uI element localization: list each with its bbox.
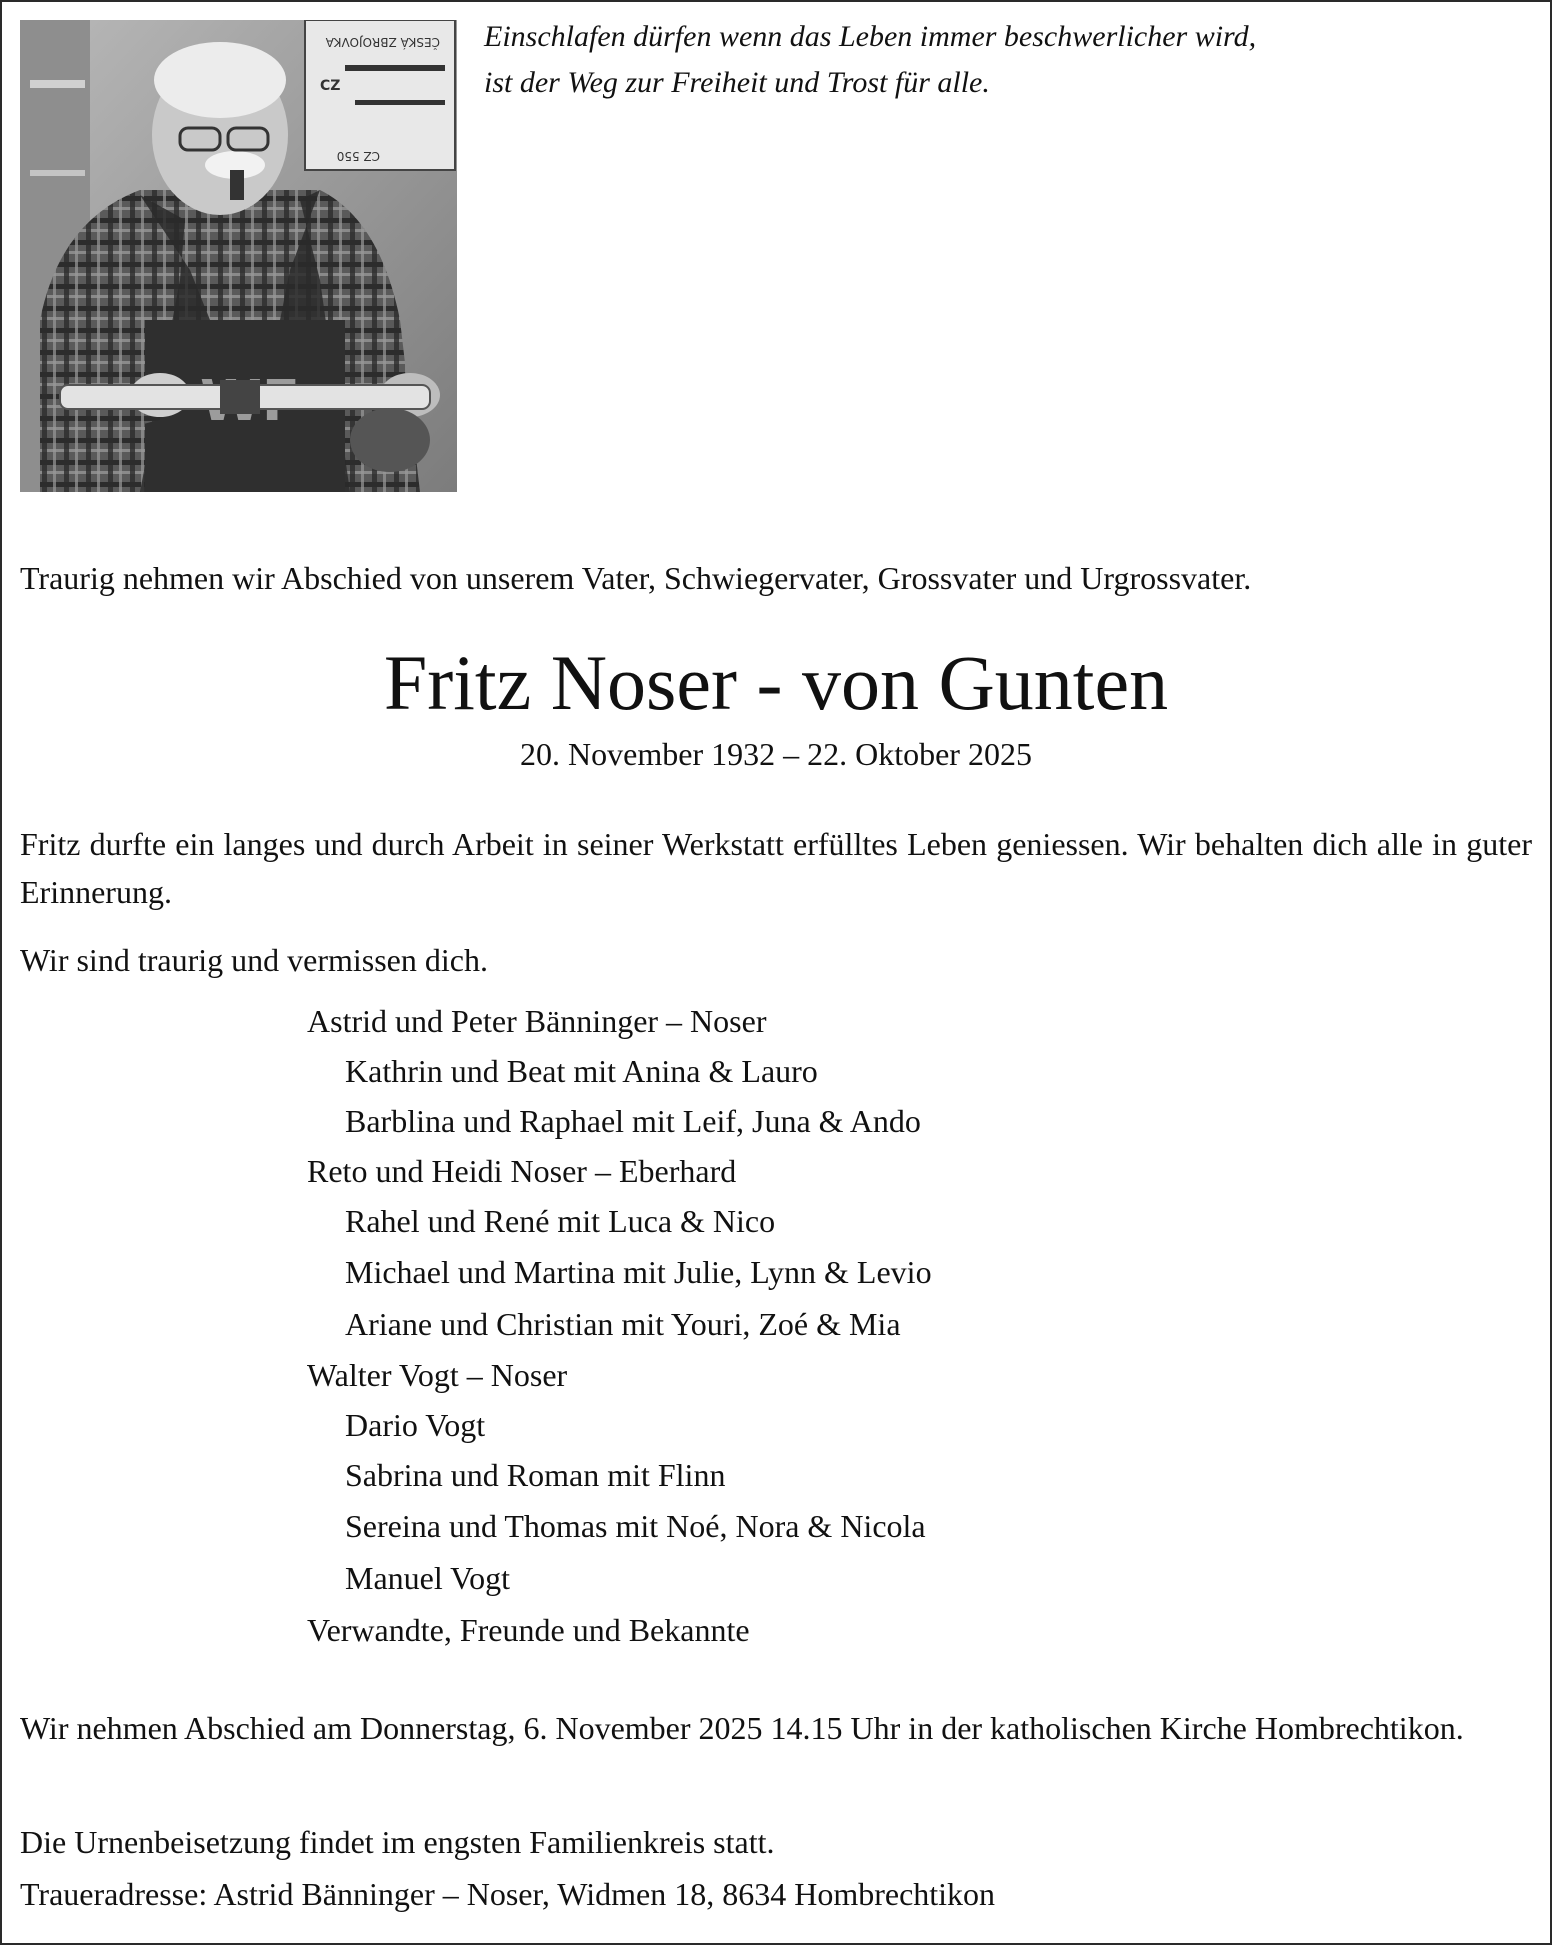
mourning-address: Traueradresse: Astrid Bänninger – Noser, Widmen 18, 8634 Hombrechtikon	[20, 1876, 996, 1912]
family-member: Sereina und Thomas mit Noé, Nora & Nicola	[345, 1508, 926, 1544]
family-member: Walter Vogt – Noser	[307, 1357, 568, 1393]
motto-line-1: Einschlafen dürfen wenn das Leben immer beschwerlicher wird,	[484, 20, 1257, 53]
mourning-line: Wir sind traurig und vermissen dich.	[20, 942, 488, 978]
family-member: Manuel Vogt	[345, 1560, 511, 1596]
family-member: Astrid und Peter Bänninger – Noser	[307, 1003, 767, 1039]
tribute-paragraph: Fritz durfte ein langes und durch Arbeit in seiner Werkstatt erfülltes Leben geniessen. Wir behalten dich alle in guter Erinnerung.	[20, 826, 1532, 910]
family-member: Barblina und Raphael mit Leif, Juna & Ando	[345, 1103, 921, 1139]
family-member: Kathrin und Beat mit Anina & Lauro	[345, 1053, 818, 1089]
urn-paragraph: Die Urnenbeisetzung findet im engsten Familienkreis statt.	[20, 1824, 775, 1860]
motto-quote	[484, 14, 1524, 106]
motto-line-2: ist der Weg zur Freiheit und Trost für alle.	[484, 66, 990, 99]
poster-title: ČESKÁ ZBROJOVKA	[325, 35, 440, 49]
family-member: Sabrina und Roman mit Flinn	[345, 1457, 726, 1493]
poster-logo: CZ	[320, 78, 341, 94]
deceased-name: Fritz Noser - von Gunten	[383, 639, 1169, 726]
poster-model: CZ 550	[336, 149, 380, 163]
portrait-photo	[20, 20, 457, 492]
life-dates: 20. November 1932 – 22. Oktober 2025	[520, 736, 1032, 772]
family-member: Rahel und René mit Luca & Nico	[345, 1203, 776, 1239]
intro-text: Traurig nehmen wir Abschied von unserem Vater, Schwiegervater, Grossvater und Urgrossvater.	[20, 560, 1252, 596]
farewell-paragraph: Wir nehmen Abschied am Donnerstag, 6. November 2025 14.15 Uhr in der katholischen Kirche Hombrechtikon.	[20, 1710, 1464, 1746]
family-list	[307, 996, 1407, 1656]
family-member: Reto und Heidi Noser – Eberhard	[307, 1153, 737, 1189]
family-member: Ariane und Christian mit Youri, Zoé & Mia	[345, 1306, 901, 1342]
portrait-image	[20, 20, 457, 492]
family-member: Michael und Martina mit Julie, Lynn & Levio	[345, 1254, 932, 1290]
family-member: Verwandte, Freunde und Bekannte	[307, 1612, 750, 1648]
family-member: Dario Vogt	[345, 1407, 486, 1443]
